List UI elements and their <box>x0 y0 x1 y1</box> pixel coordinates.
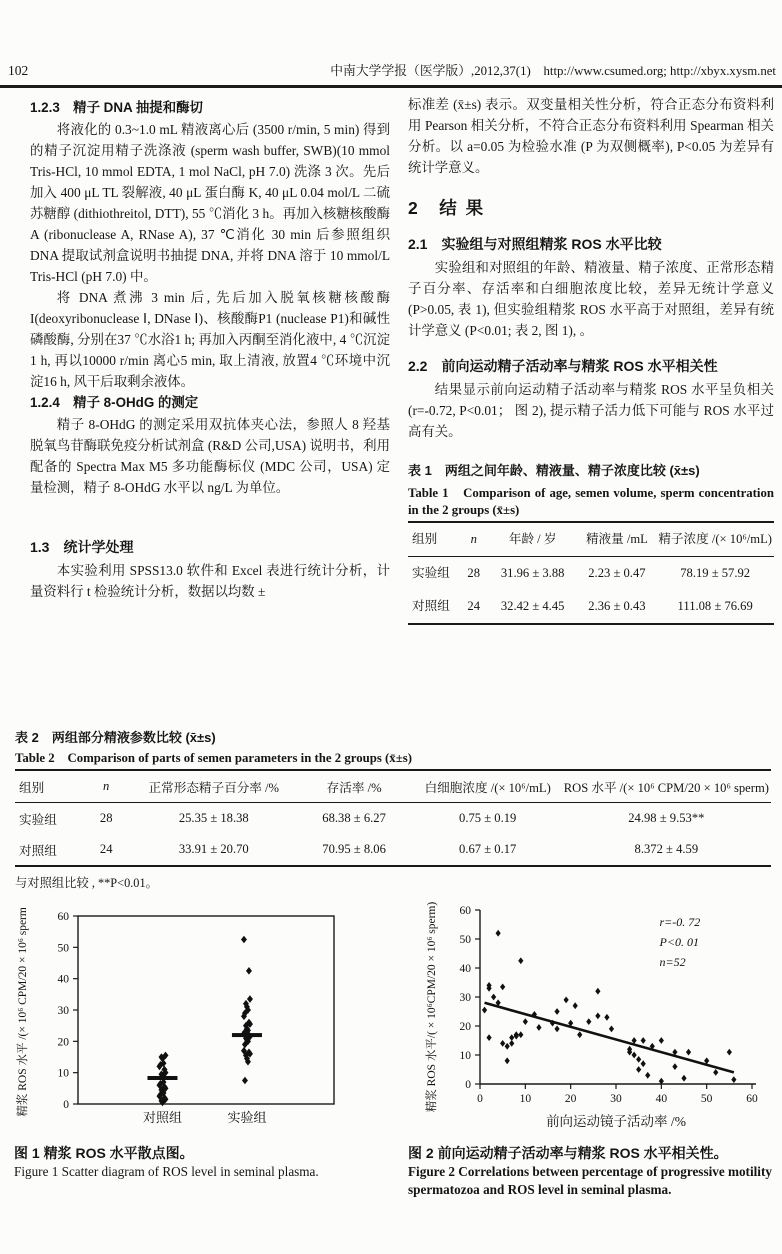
paragraph-8ohdg: 精子 8-OHdG 的测定采用双抗体夹心法，参照人 8 羟基脱氧鸟苷酶联免疫分析试剂盒 (R&D 公司,USA) 说明书，利用配备的 Spectra Max M5 多功能酶标仪 (MDC 公司，USA) 定量检测，精子 8-OHdG 水平以 ng/L 为单位。 <box>30 417 390 495</box>
table2-header: 存活率 /% <box>326 781 382 795</box>
right-column <box>408 94 774 625</box>
table-cell: 对照组 <box>19 844 57 858</box>
svg-text:60: 60 <box>57 911 69 923</box>
svg-text:10: 10 <box>519 1093 532 1105</box>
table-cell: 8.372 ± 4.59 <box>634 842 699 856</box>
table2-header: 白细胞浓度 /(× 10⁶/mL) <box>424 781 551 795</box>
table-row <box>15 834 771 866</box>
svg-text:60: 60 <box>746 1093 758 1105</box>
header-rule <box>0 85 782 88</box>
svg-text:0: 0 <box>477 1093 483 1105</box>
table-cell: 24.98 ± 9.53** <box>628 811 705 825</box>
figure1-caption-zh: 图 1 精浆 ROS 水平散点图。 <box>14 1145 194 1161</box>
left-column <box>30 97 390 602</box>
figure2-caption <box>408 1143 782 1199</box>
figure1-caption <box>14 1143 396 1181</box>
table-cell: 68.38 ± 6.27 <box>322 811 386 825</box>
figure2-caption-en: Figure 2 Correlations between percentage of progressive motility spermatozoa and ROS level in seminal plasma. <box>408 1164 772 1197</box>
section-heading-13: 1.3 统计学处理 <box>30 539 134 555</box>
svg-text:10: 10 <box>459 1050 471 1062</box>
table-cell: 33.91 ± 20.70 <box>178 842 249 856</box>
section-heading-123: 1.2.3 精子 DNA 抽提和酶切 <box>30 100 203 115</box>
paragraph-result-21: 实验组和对照组的年龄、精液量、精子浓度、正常形态精子百分率、存活率和白细胞浓度比较，差异无统计学意义 (P>0.05, 表 1), 但实验组精浆 ROS 水平高于对照组，差异有统计学意义 (P<0.01; 表 2, 图 1), 。 <box>408 260 774 338</box>
table-cell: 24 <box>467 599 481 613</box>
svg-text:60: 60 <box>459 905 471 917</box>
svg-text:r=-0. 72: r=-0. 72 <box>659 915 701 929</box>
svg-text:0: 0 <box>63 1099 69 1111</box>
svg-text:20: 20 <box>57 1036 69 1049</box>
svg-text:40: 40 <box>655 1093 668 1105</box>
table-cell: 70.95 ± 8.06 <box>322 842 386 856</box>
svg-text:50: 50 <box>459 934 471 946</box>
table2 <box>15 769 771 867</box>
figure1-caption-en: Figure 1 Scatter diagram of ROS level in seminal plasma. <box>14 1164 319 1179</box>
table-row <box>408 590 774 624</box>
svg-text:10: 10 <box>57 1067 69 1080</box>
table2-header-row <box>15 770 771 803</box>
svg-text:对照组: 对照组 <box>142 1110 182 1125</box>
page-header <box>8 60 776 79</box>
table2-header: 正常形态精子百分率 /% <box>148 781 280 795</box>
table-cell: 实验组 <box>19 813 57 827</box>
table1-header: 精液量 /mL <box>585 532 648 546</box>
table1-header: 组别 <box>412 532 438 546</box>
svg-text:40: 40 <box>459 963 471 975</box>
section-heading-21: 2.1 实验组与对照组精浆 ROS 水平比较 <box>408 236 662 252</box>
table-cell: 32.42 ± 4.45 <box>500 599 565 613</box>
svg-text:前向运动镜子活动率 /%: 前向运动镜子活动率 /% <box>546 1114 686 1129</box>
svg-text:20: 20 <box>564 1093 577 1105</box>
section-heading-22: 2.2 前向运动精子活动率与精浆 ROS 水平相关性 <box>408 358 718 374</box>
figure2-scatter-plot <box>422 898 774 1145</box>
table-cell: 78.19 ± 57.92 <box>680 566 751 580</box>
table-cell: 0.67 ± 0.17 <box>459 842 517 856</box>
section-heading-124: 1.2.4 精子 8-OHdG 的测定 <box>30 395 199 410</box>
table-cell: 24 <box>99 842 113 856</box>
table1-title-en: Table 1 Comparison of age, semen volume, sperm concentration in the 2 groups (x̄±s) <box>408 486 774 517</box>
table-cell: 对照组 <box>412 599 450 613</box>
table-cell: 111.08 ± 76.69 <box>677 599 753 613</box>
svg-text:30: 30 <box>610 1093 622 1105</box>
table-cell: 25.35 ± 18.38 <box>178 811 249 825</box>
paragraph-dna-boil: 将 DNA 煮沸 3 min 后, 先后加入脱氧核糖核酸酶I(deoxyribonuclease Ⅰ, DNase Ⅰ)、核酸酶P1 (nuclease P1)和碱性磷酸酶, 分别在37 ℃水浴1 h; 再加入丙酮至消化液中, 4 ℃沉淀1 h, 再以10000 r/min 离心5 min, 取上清液, 放置4 ℃环境中沉淀16 h, 风干后取剩余液体。 <box>30 290 390 389</box>
table-cell: 2.36 ± 0.43 <box>588 599 646 613</box>
paragraph-statistics: 本实验利用 SPSS13.0 软件和 Excel 表进行统计分析，计量资料行 t 检验统计分析，数据以均数 ± <box>30 563 390 599</box>
section-heading-results: 2 结 果 <box>408 198 486 218</box>
table-cell: 28 <box>467 566 481 580</box>
svg-text:50: 50 <box>700 1093 713 1105</box>
table-row <box>15 803 771 835</box>
spacer <box>30 498 390 522</box>
svg-text:精浆 ROS 水平/( × 10⁶CPM/20 × 10⁶: 精浆 ROS 水平/( × 10⁶CPM/20 × 10⁶ sperm) <box>426 901 438 1113</box>
svg-text:精浆 ROS 水平 /(× 10⁶ CPM/20 × 10⁶: 精浆 ROS 水平 /(× 10⁶ CPM/20 × 10⁶ sperm) <box>17 908 29 1117</box>
paragraph-dna-extraction: 将液化的 0.3~1.0 mL 精液离心后 (3500 r/min, 5 min) 得到的精子沉淀用精子洗涤液 (sperm wash buffer, SWB)(10 mmol Tris-HCl, 10 mmol EDTA, 1 mol NaCl, pH 7.0) 洗涤 3 次。先后加入 400 μL TL 裂解液, 40 μL 蛋白酶 K, 40 μL 0.04 mol/L 二硫苏糖醇 (dithiothreitol, DTT), 55 ℃消化 3 h。再加入核糖核酸酶 A (ribonuclease A, RNase A), 37 ℃消化 30 min 后参照组织 DNA 提取试剂盒说明书抽提 DNA, 并将 DNA 溶于 10 mmol/L Tris-HCl (pH 7.0) 中。 <box>30 122 390 284</box>
table1 <box>408 521 774 625</box>
paragraph-statistics-cont: 标准差 (x̄±s) 表示。双变量相关性分析，符合正态分布资料利用 Pearson 相关分析，不符合正态分布资料利用 Spearman 相关分析。以 a=0.05 为检验水准 (P 为双侧概率), P<0.05 为差异有统计学意义。 <box>408 97 774 175</box>
table-cell: 0.75 ± 0.19 <box>459 811 517 825</box>
table2-title-zh: 表 2 两组部分精液参数比较 (x̄±s) <box>15 730 216 745</box>
table-cell: 31.96 ± 3.88 <box>500 566 565 580</box>
svg-text:30: 30 <box>57 1005 69 1017</box>
table2-footnote: 与对照组比较 , **P<0.01。 <box>15 876 158 890</box>
paragraph-result-22: 结果显示前向运动精子活动率与精浆 ROS 水平呈负相关 (r=-0.72, P<0.01； 图 2), 提示精子活力低下可能与 ROS 水平过高有关。 <box>408 382 774 439</box>
table2-header: 组别 <box>19 781 45 795</box>
table2-header: ROS 水平 /(× 10⁶ CPM/20 × 10⁶ sperm) <box>563 781 769 795</box>
table-cell: 实验组 <box>412 566 450 580</box>
table-cell: 28 <box>99 811 113 825</box>
figure2-caption-zh: 图 2 前向运动精子活动率与精浆 ROS 水平相关性。 <box>408 1145 728 1161</box>
table1-header: n <box>470 532 477 546</box>
journal-title: 中南大学学报（医学版）,2012,37(1) http://www.csumed.org; http://xbyx.xysm.net <box>330 64 776 78</box>
svg-text:50: 50 <box>57 942 69 955</box>
table2-block <box>15 727 771 903</box>
svg-text:0: 0 <box>465 1079 471 1091</box>
svg-text:实验组: 实验组 <box>227 1110 267 1125</box>
table1-title-zh: 表 1 两组之间年龄、精液量、精子浓度比较 (x̄±s) <box>408 463 700 478</box>
page-number: 102 <box>8 63 29 78</box>
figure1-scatter-plot <box>12 908 348 1143</box>
table1-header-row <box>408 522 774 557</box>
table-row <box>408 557 774 591</box>
table1-block <box>408 460 774 625</box>
svg-text:n=52: n=52 <box>659 955 686 969</box>
fig2-svg <box>422 898 774 1140</box>
svg-text:40: 40 <box>57 973 69 986</box>
svg-text:30: 30 <box>459 992 471 1004</box>
table1-header: 年龄 / 岁 <box>508 532 557 546</box>
table-cell: 2.23 ± 0.47 <box>588 566 646 580</box>
fig1-svg <box>12 908 348 1138</box>
svg-text:P<0. 01: P<0. 01 <box>659 935 699 949</box>
svg-text:20: 20 <box>459 1021 471 1033</box>
table1-header: 精子浓度 /(× 10⁶/mL) <box>658 532 772 546</box>
table2-title-en: Table 2 Comparison of parts of semen parameters in the 2 groups (x̄±s) <box>15 751 412 765</box>
table2-header: n <box>103 779 110 793</box>
